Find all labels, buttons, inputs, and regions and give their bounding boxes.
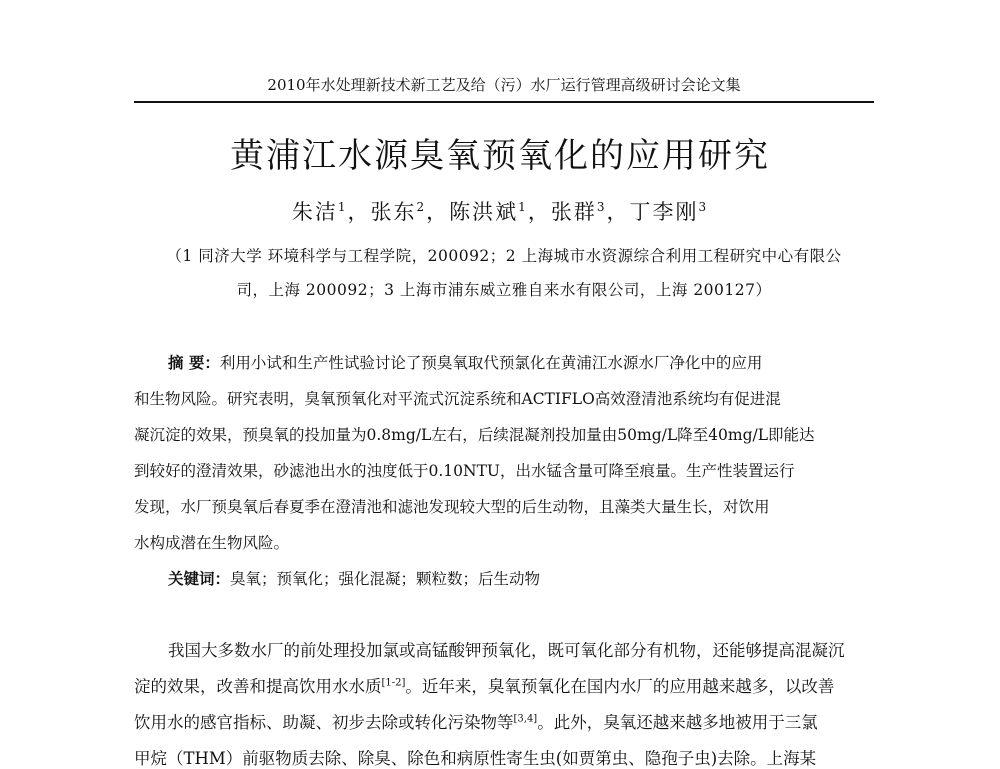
abstract-line: 水构成潜在生物风险。 xyxy=(134,534,290,552)
keywords-label: 关键词： xyxy=(168,569,231,588)
citation: [1-2] xyxy=(381,677,406,689)
author-list xyxy=(0,196,1000,226)
abstract-label: 摘 要： xyxy=(168,353,220,372)
author: 陈洪斌$^1$， xyxy=(449,200,551,224)
body-line: 甲烷（THM）前驱物质去除、除臭、除色和病原性寄生虫(如贾第虫、隐孢子虫)去除。上海某 xyxy=(134,749,817,768)
body-line: 淀的效果，改善和提高饮用水水质[1-2]。近年来，臭氧预氧化在国内水厂的应用越来越多，以改善 xyxy=(134,677,835,696)
keywords-text: 臭氧；预氧化；强化混凝；颗粒数；后生动物 xyxy=(230,570,541,588)
author: 朱洁$^1$， xyxy=(291,200,371,224)
affiliation-line: （1 同济大学 环境科学与工程学院，200092；2 上海城市水资源综合利用工程研究中心有限公 xyxy=(166,247,842,265)
body-line: 饮用水的感官指标、助凝、初步去除或转化污染物等[3,4]。此外，臭氧还越来越多地被用于三氯 xyxy=(134,713,818,732)
author: 张群$^3$， xyxy=(550,200,630,224)
running-header: 2010年水处理新技术新工艺及给（污）水厂运行管理高级研讨会论文集 xyxy=(134,74,874,103)
abstract-first-line: 摘 要：利用小试和生产性试验讨论了预臭氧取代预氯化在黄浦江水源水厂净化中的应用 xyxy=(168,353,763,372)
author: 丁李刚$^3$ xyxy=(629,200,709,224)
keywords-line xyxy=(168,567,540,589)
body-line: 我国大多数水厂的前处理投加氯或高锰酸钾预氧化，既可氧化部分有机物，还能够提高混凝沉 xyxy=(168,641,845,660)
citation: [3,4] xyxy=(513,713,538,725)
affiliation-line: 司，上海 200092；3 上海市浦东威立雅自来水有限公司，上海 200127） xyxy=(236,281,772,299)
abstract-line: 发现，水厂预臭氧后春夏季在澄清池和滤池发现较大型的后生动物，且藻类大量生长，对饮用 xyxy=(134,498,770,516)
paper-title: 黄浦江水源臭氧预氧化的应用研究 xyxy=(230,136,770,176)
abstract-line: 和生物风险。研究表明，臭氧预氧化对平流式沉淀系统和ACTIFLO高效澄清池系统均有促进混 xyxy=(134,390,781,408)
abstract-line: 凝沉淀的效果，预臭氧的投加量为0.8mg/L左右，后续混凝剂投加量由50mg/L降至40mg/L即能达 xyxy=(134,426,815,444)
abstract-line: 到较好的澄清效果，砂滤池出水的浊度低于0.10NTU，出水锰含量可降至痕量。生产性装置运行 xyxy=(134,462,795,480)
author: 张东$^2$， xyxy=(370,200,450,224)
